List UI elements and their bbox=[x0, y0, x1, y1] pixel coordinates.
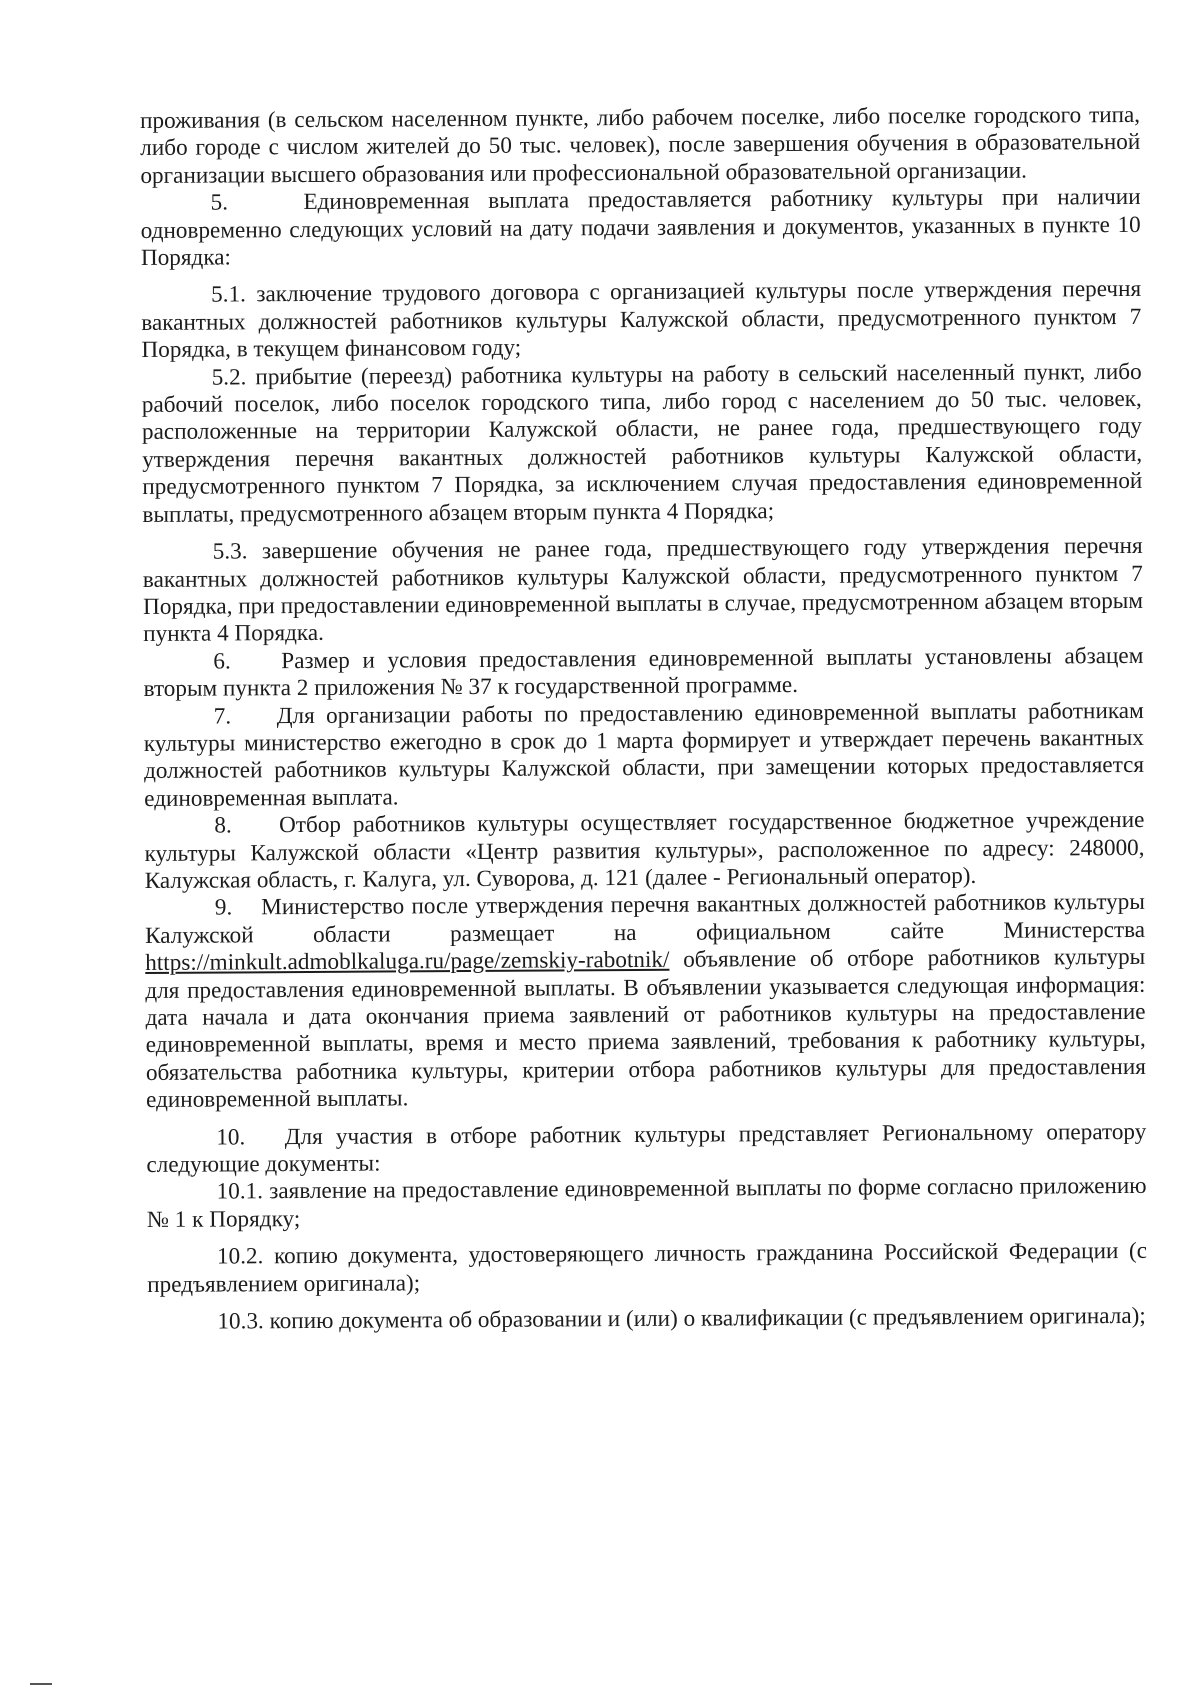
paragraph-5-3: 5.3. завершение обучения не ранее года, предшествующего году утверждения перечня вакантных должностей работников культуры Калужской области, предусмотренного пунктом 7 Порядка, при предоставлении единовременной выплаты в случае, предусмотренном абзацем вторым пункта 4 Порядка. bbox=[142, 532, 1144, 648]
paragraph-4-continuation: проживания (в сельском населенном пункте, либо рабочем поселке, либо поселке городского типа, либо городе с числом жителей до 50 тыс. человек), после завершения обучения в образовательной организации высшего образования или профессиональной образовательной организации. bbox=[140, 101, 1141, 189]
paragraph-6: 6. Размер и условия предоставления единовременной выплаты установлены абзацем вторым пункта 2 приложения № 37 к государственной программе. bbox=[143, 642, 1144, 703]
document-body bbox=[140, 102, 1147, 1337]
paragraph-9 bbox=[145, 889, 1146, 1114]
ministry-website-link[interactable]: https://minkult.admoblkaluga.ru/page/zemskiy-rabotnik/ bbox=[145, 946, 670, 977]
paragraph-7: 7. Для организации работы по предоставлению единовременной выплаты работникам культуры министерство ежегодно в срок до 1 марта формирует и утверждает перечень вакантных должностей работников культуры Калужской области, при замещении которых предоставляется единовременная выплата. bbox=[143, 697, 1145, 812]
paragraph-8: 8. Отбор работников культуры осуществляет государственное бюджетное учреждение культуры Калужской области «Центр развития культуры», расположенное по адресу: 248000, Калужская область, г. Калуга, ул. Суворова, д. 121 (далее - Региональный оператор). bbox=[144, 807, 1145, 894]
paragraph-5-1: 5.1. заключение трудового договора с организацией культуры после утверждения перечня вакантных должностей работников культуры Калужской области, предусмотренного пунктом 7 Порядка, в текущем финансовом году; bbox=[141, 276, 1142, 364]
paragraph-10: 10. Для участия в отборе работник культуры представляет Региональному оператору следующие документы: bbox=[146, 1118, 1147, 1179]
paragraph-9-text-start: 9. Министерство после утверждения перечня вакантных должностей работников культуры Калужской области размещает на официальном сайте Министерства bbox=[144, 889, 1146, 949]
paragraph-9-text-end: объявление об отборе работников культуры для предоставления единовременной выплаты. В объявлении указывается следующая информация: дата начала и дата окончания приема заявлений от работников культуры на предоставление единовременной выплаты, время и место приема заявлений, требования к работнику культуры, обязательства работника культуры, критерии отбора работников культуры для предоставления единовременной выплаты. bbox=[145, 944, 1146, 1114]
paragraph-10-3: 10.3. копию документа об образовании и (или) о квалификации (с предъявлением оригинала); bbox=[217, 1302, 1146, 1335]
paragraph-10-1: 10.1. заявление на предоставление единовременной выплаты по форме согласно приложению № 1 к Порядку; bbox=[146, 1173, 1147, 1233]
paragraph-5: 5. Единовременная выплата предоставляется работнику культуры при наличии одновременно следующих условий на дату подачи заявления и документов, указанных в пункте 10 Порядка: bbox=[140, 184, 1141, 272]
paragraph-5-2: 5.2. прибытие (переезд) работника культуры на работу в сельский населенный пункт, либо рабочий поселок, либо поселок городского типа, либо город с населением до 50 тыс. человек, расположенные на территории Калужской области, не ранее года, предшествующего году утверждения перечня вакантных должностей работников культуры Калужской области, предусмотренного пунктом 7 Порядка, за исключением случая предоставления единовременной выплаты, предусмотренного абзацем вторым пункта 4 Порядка; bbox=[141, 358, 1143, 528]
paragraph-10-2: 10.2. копию документа, удостоверяющего личность гражданина Российской Федерации (с предъявлением оригинала); bbox=[147, 1238, 1148, 1298]
scan-artifact bbox=[30, 1683, 52, 1685]
